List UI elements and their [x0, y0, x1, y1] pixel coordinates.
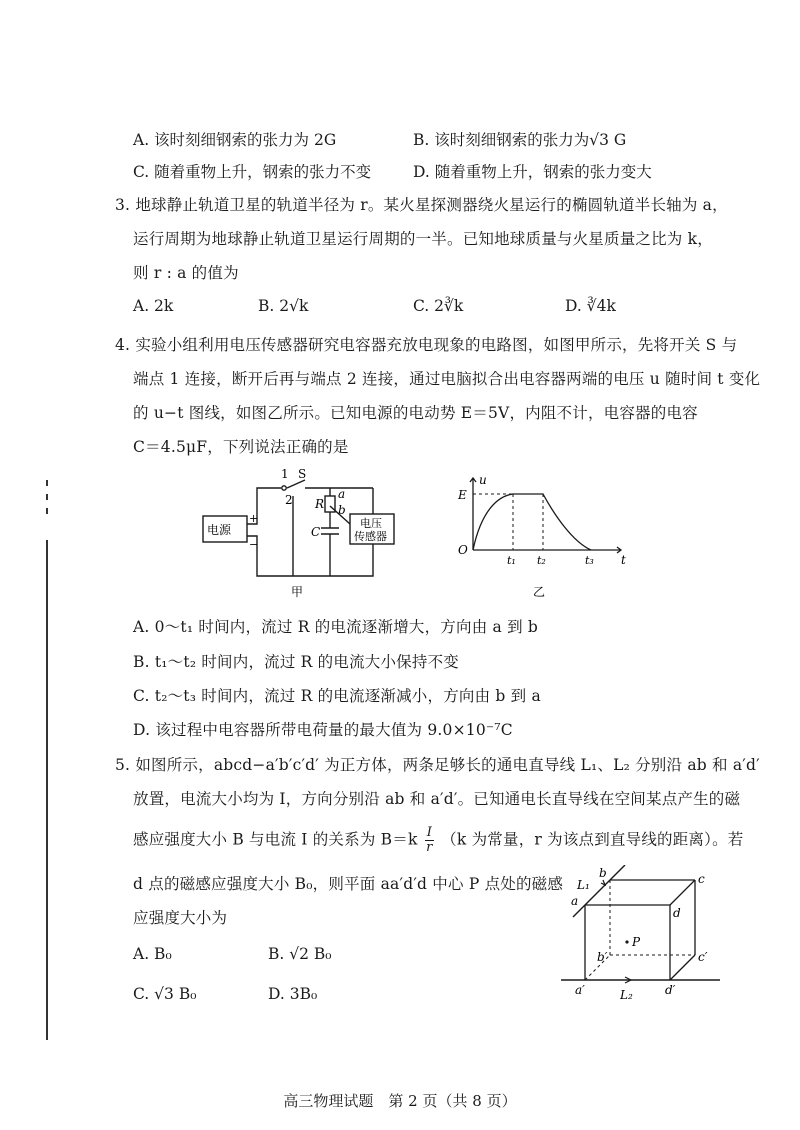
q3-option-a: A. 2k — [133, 297, 174, 315]
q4-stem-line1: 4. 实验小组利用电压传感器研究电容器充放电现象的电路图，如图甲所示，先将开关 S 与 — [115, 336, 738, 354]
q5-formula-pre: 感应强度大小 B 与电流 I 的关系为 B＝k — [133, 830, 418, 849]
t3-label: t₃ — [585, 554, 594, 567]
plus-sign: + — [249, 512, 259, 525]
q3-option-d: D. ∛4k — [565, 297, 616, 315]
q4-stem-line4: C＝4.5μF，下列说法正确的是 — [133, 438, 349, 456]
vertex-b-prime: b′ — [597, 950, 608, 964]
minus-sign: − — [249, 538, 259, 551]
q2-option-a: A. 该时刻细钢索的张力为 2G — [133, 131, 337, 149]
t-axis-label: t — [621, 553, 626, 567]
t2-label: t₂ — [537, 554, 546, 567]
binder-mark — [46, 508, 48, 514]
point-b-label: b — [338, 503, 346, 517]
q3-stem-line3: 则 r : a 的值为 — [133, 264, 239, 282]
graph-caption: 乙 — [533, 585, 546, 599]
point-a-label: a — [338, 487, 346, 501]
q5-stem-line4: d 点的磁感应强度大小 B₀，则平面 aa′d′d 中心 P 点处的磁感 — [133, 875, 564, 893]
q5-fraction-num: I — [426, 825, 433, 840]
switch-blade — [287, 480, 305, 488]
vertex-d: d — [673, 906, 681, 920]
binder-mark — [46, 480, 48, 486]
q5-option-a: A. B₀ — [133, 945, 172, 963]
sensor-label-line1: 电压 — [360, 517, 382, 530]
vertex-c: c — [698, 872, 705, 886]
q4-option-d: D. 该过程中电容器所带电荷量的最大值为 9.0×10⁻⁷C — [133, 721, 513, 739]
binder-line — [46, 540, 51, 1040]
voltage-time-graph — [455, 472, 630, 602]
q5-option-b: B. √2 B₀ — [268, 945, 332, 963]
vertex-a-prime: a′ — [575, 983, 585, 997]
vertex-c-prime: c′ — [698, 950, 708, 964]
q4-option-a: A. 0～t₁ 时间内，流过 R 的电流逐渐增大，方向由 a 到 b — [133, 618, 539, 636]
q5-formula-post: （k 为常量，r 为该点到直导线的距离）。若 — [441, 830, 744, 849]
q2-option-b: B. 该时刻细钢索的张力为√3 G — [413, 131, 627, 149]
q5-fraction-den: r — [426, 840, 433, 855]
power-source-label: 电源 — [207, 523, 232, 537]
q2-option-d: D. 随着重物上升，钢索的张力变大 — [413, 163, 652, 181]
q5-option-d: D. 3B₀ — [268, 985, 318, 1003]
q5-stem-line1: 5. 如图所示，abcd−a′b′c′d′ 为正方体，两条足够长的通电直导线 L₁、L₂ 分别沿 ab 和 a′d′ — [115, 756, 760, 774]
binder-mark — [46, 494, 48, 500]
origin-label: O — [458, 543, 468, 557]
q4-stem-line2: 端点 1 连接，断开后再与端点 2 连接，通过电脑拟合出电容器两端的电压 u 随时间 t 变化 — [133, 370, 761, 388]
circuit-caption: 甲 — [291, 585, 304, 599]
capacitor-label: C — [311, 525, 321, 539]
wire-l1-label: L₁ — [577, 878, 590, 892]
t1-label: t₁ — [507, 554, 516, 567]
q5-stem-line5: 应强度大小为 — [133, 909, 228, 927]
q3-option-c: C. 2∛k — [413, 297, 464, 315]
vertex-a: a — [571, 894, 579, 908]
u-axis-label: u — [479, 473, 487, 487]
q5-option-c: C. √3 B₀ — [133, 985, 197, 1003]
q4-option-c: C. t₂～t₃ 时间内，流过 R 的电流逐渐减小，方向由 b 到 a — [133, 687, 541, 705]
vertex-b: b — [599, 866, 607, 880]
q3-stem-line2: 运行周期为地球静止轨道卫星运行周期的一半。已知地球质量与火星质量之比为 k， — [133, 230, 713, 248]
circuit-diagram — [195, 466, 405, 601]
q3-stem-line1: 3. 地球静止轨道卫星的轨道半径为 r。某火星探测器绕火星运行的椭圆轨道半长轴为 a， — [115, 196, 728, 214]
page-footer: 高三物理试题 第 2 页（共 8 页） — [283, 1092, 517, 1110]
wire-l2-label: L₂ — [620, 988, 633, 1002]
e-label: E — [458, 488, 467, 502]
q3-option-b: B. 2√k — [258, 297, 309, 315]
resistor-label: R — [315, 497, 325, 511]
q2-option-c: C. 随着重物上升，钢索的张力不变 — [133, 163, 372, 181]
q5-stem-line3 — [133, 826, 743, 855]
q5-fraction — [425, 826, 434, 855]
voltage-curve — [473, 494, 591, 550]
switch-terminal-1: 1 — [281, 467, 289, 481]
q4-option-b: B. t₁～t₂ 时间内，流过 R 的电流大小保持不变 — [133, 653, 459, 671]
vertex-d-prime: d′ — [665, 983, 676, 997]
switch-terminal-2: 2 — [285, 493, 293, 507]
cube-diagram — [555, 865, 735, 1005]
q4-stem-line3: 的 u−t 图线，如图乙所示。已知电源的电动势 E＝5V，内阻不计，电容器的电容 — [133, 404, 698, 422]
point-p-label: P — [632, 935, 641, 949]
q5-stem-line2: 放置，电流大小均为 I，方向分别沿 ab 和 a′d′。已知通电长直导线在空间某点产生的磁 — [133, 790, 741, 808]
sensor-label-line2: 传感器 — [354, 530, 387, 543]
switch-label: S — [298, 467, 307, 481]
point-p — [625, 940, 628, 943]
